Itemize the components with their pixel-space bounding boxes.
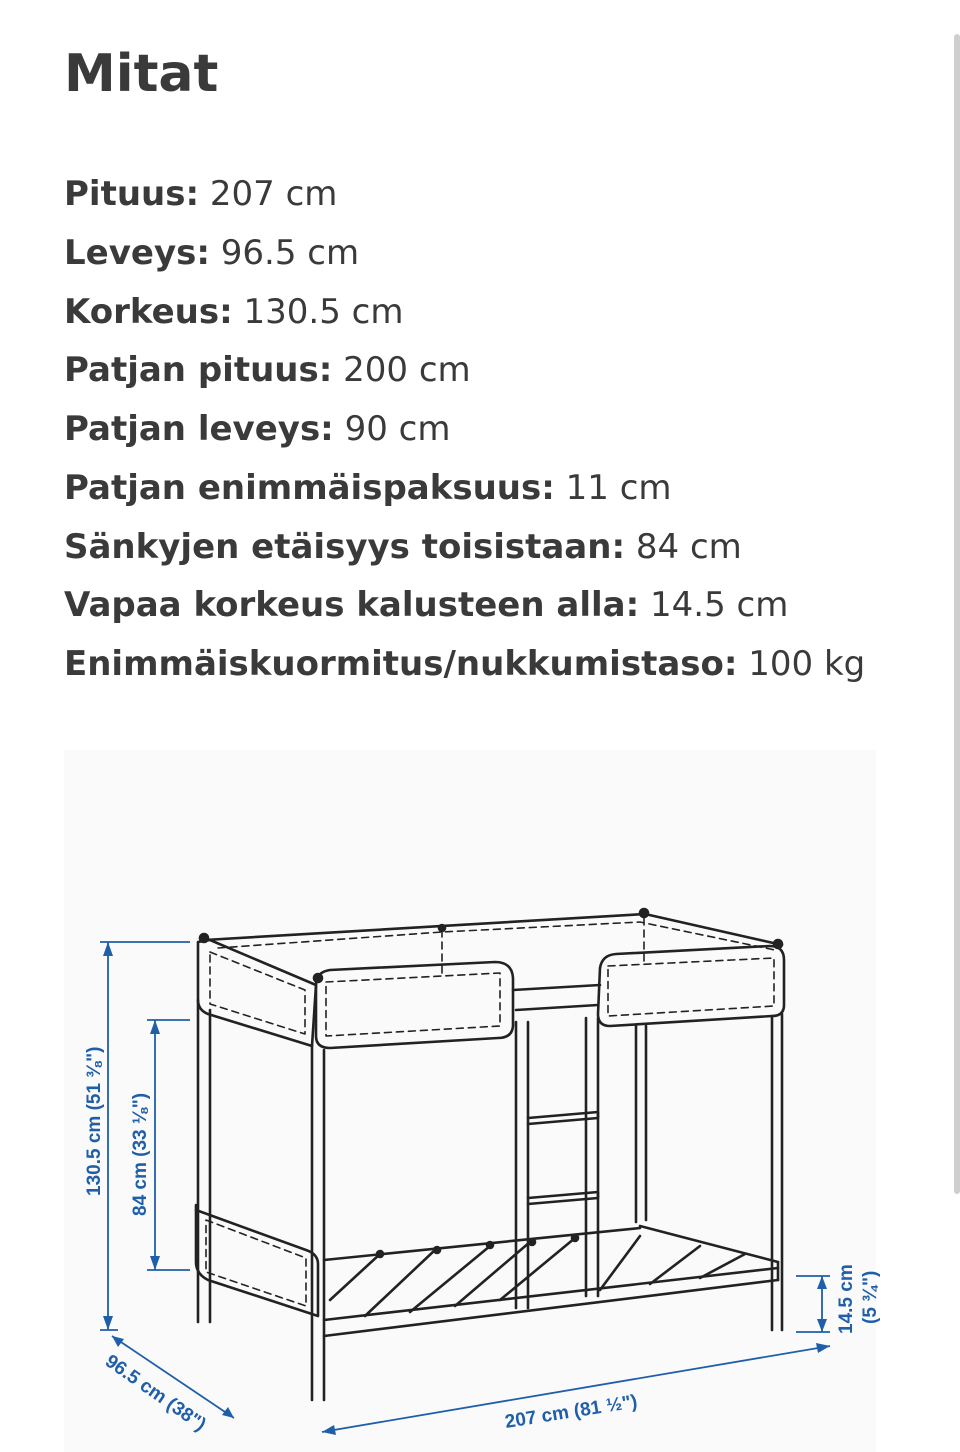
spec-value: 96.5 cm	[220, 232, 360, 273]
vertical-scrollbar[interactable]	[954, 34, 960, 1194]
spec-value: 130.5 cm	[243, 291, 404, 332]
width-label: 96.5 cm (38")	[101, 1350, 210, 1436]
spec-label: Patjan pituus:	[64, 350, 333, 391]
spec-value: 14.5 cm	[650, 585, 789, 626]
spec-label: Sänkyjen etäisyys toisistaan:	[64, 526, 626, 567]
spec-label: Korkeus:	[64, 291, 233, 332]
spec-label: Pituus:	[64, 174, 200, 214]
spec-value: 84 cm	[635, 526, 742, 567]
bed-distance-label: 84 cm (33 ⅛")	[130, 1092, 151, 1216]
spec-value: 90 cm	[344, 409, 451, 449]
spec-value: 207 cm	[209, 174, 338, 214]
spec-value: 11 cm	[565, 467, 672, 508]
clearance-label: 14.5 cm	[836, 1264, 857, 1334]
clearance-inch-label: (5 ¾")	[860, 1270, 881, 1324]
bunk-bed-illustration	[196, 909, 784, 1400]
spec-label: Patjan leveys:	[64, 409, 334, 449]
spec-label: Vapaa korkeus kalusteen alla:	[64, 585, 640, 626]
length-label: 207 cm (81 ½")	[503, 1391, 639, 1433]
page-title: Mitat	[64, 44, 219, 104]
spec-label: Patjan enimmäispaksuus:	[64, 467, 555, 508]
spec-value: 200 cm	[343, 350, 471, 391]
spec-label: Leveys:	[64, 232, 210, 273]
spec-value: 100 kg	[748, 644, 866, 684]
overall-height-label: 130.5 cm (51 ⅜")	[84, 1046, 105, 1196]
spec-label: Enimmäiskuormitus/nukkumistaso:	[64, 644, 738, 684]
